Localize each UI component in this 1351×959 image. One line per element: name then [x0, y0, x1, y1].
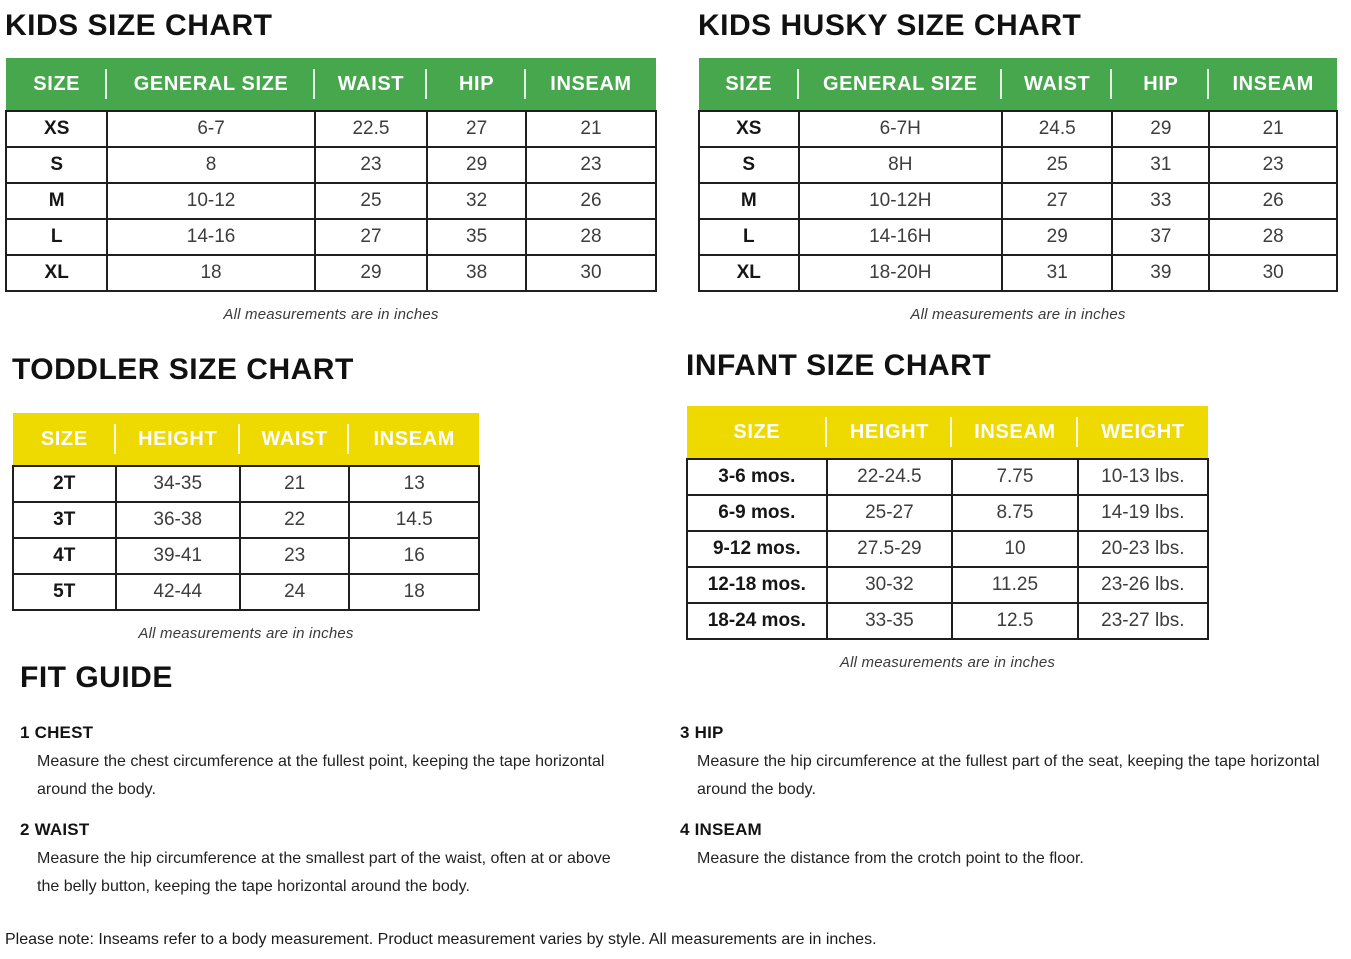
table-cell: XS	[699, 111, 799, 147]
column-header: SIZE	[699, 58, 799, 111]
fit-item-label: INSEAM	[694, 820, 762, 839]
toddler-measurements-note: All measurements are in inches	[138, 625, 354, 642]
column-header: INSEAM	[349, 413, 479, 466]
table-row	[13, 574, 479, 610]
table-cell: 30-32	[827, 567, 953, 603]
footer-note: Please note: Inseams refer to a body measurement. Product measurement varies by style. All measurements are in inches.	[5, 931, 877, 948]
table-cell: 39	[1112, 255, 1209, 291]
kids-husky-size-table	[698, 58, 1338, 292]
table-cell: 10	[952, 531, 1078, 567]
toddler-chart-title: TODDLER SIZE CHART	[12, 353, 354, 386]
table-cell: 18	[349, 574, 479, 610]
column-header: SIZE	[6, 58, 107, 111]
table-cell: S	[6, 147, 107, 183]
table-cell: XL	[6, 255, 107, 291]
table-cell: 14-19 lbs.	[1078, 495, 1208, 531]
fit-item-label: CHEST	[34, 723, 94, 742]
table-cell: 27	[1002, 183, 1112, 219]
table-cell: 35	[427, 219, 526, 255]
table-cell: 13	[349, 466, 479, 502]
table-cell: 25	[1002, 147, 1112, 183]
table-cell: 28	[1209, 219, 1337, 255]
column-header: HIP	[427, 58, 526, 111]
header-row	[687, 406, 1208, 459]
fit-item-text: Measure the chest circumference at the fullest point, keeping the tape horizontal around the body.	[37, 753, 605, 798]
table-cell: XS	[6, 111, 107, 147]
table-cell: 33-35	[827, 603, 953, 639]
table-cell: 2T	[13, 466, 116, 502]
column-header: GENERAL SIZE	[799, 58, 1003, 111]
column-header: SIZE	[687, 406, 827, 459]
table-row	[6, 111, 656, 147]
table-cell: 25	[315, 183, 427, 219]
table-row	[13, 538, 479, 574]
table-cell: 38	[427, 255, 526, 291]
table-row	[699, 111, 1337, 147]
table-row	[6, 183, 656, 219]
table-cell: M	[6, 183, 107, 219]
infant-size-table	[686, 406, 1209, 640]
header-row	[6, 58, 656, 111]
kids-size-table	[5, 58, 657, 292]
table-cell: 30	[1209, 255, 1337, 291]
fit-item-text: Measure the hip circumference at the fullest part of the seat, keeping the tape horizontal around the body.	[697, 753, 1320, 798]
table-row	[6, 255, 656, 291]
table-cell: 6-7H	[799, 111, 1003, 147]
fit-item-number: 3	[680, 723, 690, 742]
kids-size-chart-section	[5, 8, 657, 323]
table-row	[13, 502, 479, 538]
fit-guide-title: FIT GUIDE	[20, 661, 173, 694]
table-cell: 14.5	[349, 502, 479, 538]
table-cell: 31	[1112, 147, 1209, 183]
column-header: WAIST	[1002, 58, 1112, 111]
fit-item-text: Measure the hip circumference at the smallest part of the waist, often at or above the belly button, keeping the tape horizontal around the body.	[37, 850, 611, 895]
table-cell: 25-27	[827, 495, 953, 531]
table-cell: 10-13 lbs.	[1078, 459, 1208, 495]
table-cell: 29	[315, 255, 427, 291]
fit-item-heading	[20, 723, 630, 743]
table-cell: 4T	[13, 538, 116, 574]
table-row	[6, 147, 656, 183]
table-cell: 24	[240, 574, 350, 610]
table-cell: 18-24 mos.	[687, 603, 827, 639]
column-header: HEIGHT	[116, 413, 240, 466]
table-cell: 8H	[799, 147, 1003, 183]
fit-item-text: Measure the distance from the crotch point to the floor.	[697, 850, 1084, 867]
table-cell: 7.75	[952, 459, 1078, 495]
column-header: WAIST	[240, 413, 350, 466]
fit-guide-item-waist	[20, 820, 630, 901]
table-cell: 26	[1209, 183, 1337, 219]
table-cell: 27	[315, 219, 427, 255]
table-cell: 12.5	[952, 603, 1078, 639]
table-cell: 9-12 mos.	[687, 531, 827, 567]
table-cell: 20-23 lbs.	[1078, 531, 1208, 567]
column-header: INSEAM	[1209, 58, 1337, 111]
table-cell: 29	[427, 147, 526, 183]
table-cell: 14-16H	[799, 219, 1003, 255]
table-cell: 6-9 mos.	[687, 495, 827, 531]
table-cell: 22.5	[315, 111, 427, 147]
table-cell: 6-7	[107, 111, 314, 147]
table-cell: 8.75	[952, 495, 1078, 531]
table-cell: 37	[1112, 219, 1209, 255]
table-cell: S	[699, 147, 799, 183]
table-row	[687, 459, 1208, 495]
table-cell: 18-20H	[799, 255, 1003, 291]
table-row	[687, 531, 1208, 567]
table-cell: 14-16	[107, 219, 314, 255]
fit-item-number: 2	[20, 820, 30, 839]
kids-husky-measurements-note: All measurements are in inches	[910, 306, 1126, 323]
table-row	[687, 495, 1208, 531]
table-cell: 16	[349, 538, 479, 574]
table-cell: 3T	[13, 502, 116, 538]
kids-husky-size-chart-section	[698, 8, 1338, 323]
table-cell: 22	[240, 502, 350, 538]
infant-size-chart-section	[686, 348, 1209, 671]
table-row	[6, 219, 656, 255]
fit-item-number: 4	[680, 820, 690, 839]
table-cell: 42-44	[116, 574, 240, 610]
table-cell: 23	[526, 147, 656, 183]
fit-guide-item-chest	[20, 723, 630, 804]
table-cell: 21	[1209, 111, 1337, 147]
table-cell: 23	[315, 147, 427, 183]
table-row	[699, 183, 1337, 219]
table-cell: 10-12H	[799, 183, 1003, 219]
table-cell: 34-35	[116, 466, 240, 502]
table-row	[699, 219, 1337, 255]
table-cell: 31	[1002, 255, 1112, 291]
table-cell: 27	[427, 111, 526, 147]
table-row	[687, 567, 1208, 603]
toddler-size-table	[12, 413, 480, 611]
table-cell: 26	[526, 183, 656, 219]
table-cell: M	[699, 183, 799, 219]
table-cell: L	[6, 219, 107, 255]
table-row	[699, 255, 1337, 291]
table-cell: 29	[1002, 219, 1112, 255]
kids-chart-title: KIDS SIZE CHART	[5, 9, 273, 42]
fit-item-heading	[20, 820, 630, 840]
table-cell: 29	[1112, 111, 1209, 147]
table-cell: 5T	[13, 574, 116, 610]
fit-guide-item-inseam	[680, 820, 1340, 873]
table-cell: 23	[1209, 147, 1337, 183]
fit-item-number: 1	[20, 723, 30, 742]
table-row	[13, 466, 479, 502]
column-header: HEIGHT	[827, 406, 953, 459]
table-cell: 28	[526, 219, 656, 255]
table-cell: L	[699, 219, 799, 255]
table-cell: 10-12	[107, 183, 314, 219]
table-cell: 12-18 mos.	[687, 567, 827, 603]
table-cell: 23	[240, 538, 350, 574]
table-cell: 32	[427, 183, 526, 219]
kids-husky-chart-title: KIDS HUSKY SIZE CHART	[698, 9, 1082, 42]
column-header: INSEAM	[952, 406, 1078, 459]
table-cell: 18	[107, 255, 314, 291]
fit-item-label: WAIST	[34, 820, 90, 839]
column-header: WAIST	[315, 58, 427, 111]
header-row	[699, 58, 1337, 111]
table-cell: XL	[699, 255, 799, 291]
table-cell: 24.5	[1002, 111, 1112, 147]
column-header: GENERAL SIZE	[107, 58, 314, 111]
table-cell: 30	[526, 255, 656, 291]
table-cell: 21	[240, 466, 350, 502]
table-cell: 23-26 lbs.	[1078, 567, 1208, 603]
table-cell: 8	[107, 147, 314, 183]
table-cell: 3-6 mos.	[687, 459, 827, 495]
table-cell: 22-24.5	[827, 459, 953, 495]
kids-measurements-note: All measurements are in inches	[223, 306, 439, 323]
fit-guide-item-hip	[680, 723, 1340, 804]
table-cell: 11.25	[952, 567, 1078, 603]
table-cell: 33	[1112, 183, 1209, 219]
table-cell: 23-27 lbs.	[1078, 603, 1208, 639]
table-row	[687, 603, 1208, 639]
fit-item-heading	[680, 820, 1340, 840]
table-cell: 21	[526, 111, 656, 147]
fit-item-label: HIP	[694, 723, 724, 742]
column-header: INSEAM	[526, 58, 656, 111]
column-header: SIZE	[13, 413, 116, 466]
fit-item-heading	[680, 723, 1340, 743]
column-header: HIP	[1112, 58, 1209, 111]
table-cell: 36-38	[116, 502, 240, 538]
header-row	[13, 413, 479, 466]
table-cell: 27.5-29	[827, 531, 953, 567]
table-row	[699, 147, 1337, 183]
toddler-size-chart-section	[12, 352, 480, 642]
table-cell: 39-41	[116, 538, 240, 574]
column-header: WEIGHT	[1078, 406, 1208, 459]
infant-measurements-note: All measurements are in inches	[839, 654, 1056, 671]
infant-chart-title: INFANT SIZE CHART	[686, 349, 992, 382]
